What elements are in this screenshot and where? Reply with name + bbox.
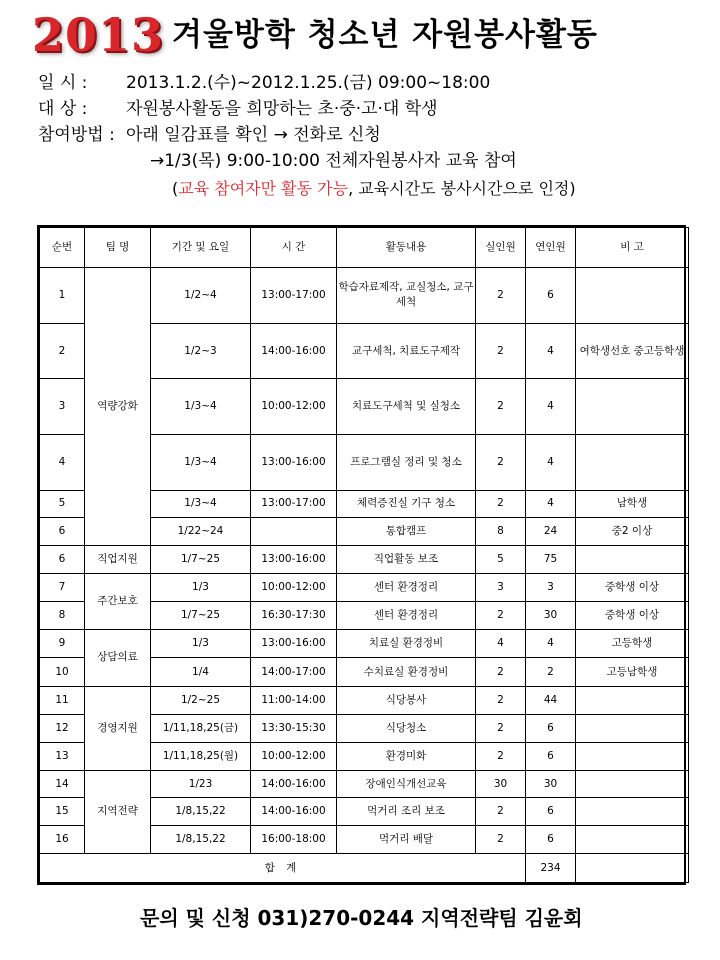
- note-highlight: 교육 참여자만 활동 가능: [178, 179, 349, 198]
- cell-no: 1: [40, 268, 85, 324]
- cell-period: 1/2~25: [151, 687, 251, 715]
- method-line: [38, 122, 381, 148]
- cell-note: [576, 826, 689, 854]
- cell-period: 1/2~3: [151, 323, 251, 379]
- cell-period: 1/8,15,22: [151, 826, 251, 854]
- header-real: 실인원: [476, 228, 526, 268]
- cell-activity: 학습자료제작, 교실청소, 교구세척: [337, 268, 476, 324]
- cell-no: 2: [40, 323, 85, 379]
- cell-real: 2: [476, 798, 526, 826]
- cell-note: 중학생 이상: [576, 573, 689, 601]
- cell-activity: 교구세척, 치료도구제작: [337, 323, 476, 379]
- cell-total: 75: [526, 546, 576, 574]
- cell-real: 2: [476, 826, 526, 854]
- cell-period: 1/11,18,25(금): [151, 715, 251, 743]
- header-total: 연인원: [526, 228, 576, 268]
- cell-real: 2: [476, 379, 526, 435]
- cell-total: 30: [526, 770, 576, 798]
- cell-activity: 치료도구세척 및 실청소: [337, 379, 476, 435]
- table-row: [40, 770, 689, 798]
- cell-no: 10: [40, 658, 85, 687]
- target-value: 자원봉사활동을 희망하는 초·중·고·대 학생: [126, 99, 438, 119]
- title-row: [32, 4, 692, 66]
- cell-note: [576, 268, 689, 324]
- cell-time: 16:00-18:00: [251, 826, 337, 854]
- cell-time: 10:00-12:00: [251, 379, 337, 435]
- total-value: 234: [526, 854, 576, 883]
- cell-no: 11: [40, 687, 85, 715]
- cell-period: 1/3~4: [151, 379, 251, 435]
- cell-activity: 센터 환경정리: [337, 601, 476, 629]
- volunteer-table-frame: [37, 225, 686, 885]
- cell-note: [576, 434, 689, 490]
- cell-total: 6: [526, 826, 576, 854]
- cell-total: 24: [526, 518, 576, 546]
- date-line: [38, 70, 490, 96]
- cell-total: 6: [526, 268, 576, 324]
- target-line: [38, 96, 438, 122]
- cell-note: [576, 379, 689, 435]
- cell-total: 30: [526, 601, 576, 629]
- cell-period: 1/3~4: [151, 490, 251, 518]
- table-row: [40, 573, 689, 601]
- cell-period: 1/23: [151, 770, 251, 798]
- cell-time: 14:00-16:00: [251, 798, 337, 826]
- cell-note: 중2 이상: [576, 518, 689, 546]
- team-cell: 지역전략: [85, 770, 151, 853]
- date-value: 2013.1.2.(수)~2012.1.25.(금) 09:00~18:00: [126, 73, 491, 93]
- cell-activity: 통합캠프: [337, 518, 476, 546]
- cell-real: 2: [476, 490, 526, 518]
- cell-no: 14: [40, 770, 85, 798]
- cell-real: 2: [476, 742, 526, 770]
- cell-real: 4: [476, 629, 526, 658]
- cell-activity: 환경미화: [337, 742, 476, 770]
- cell-note: [576, 742, 689, 770]
- cell-time: 13:00-16:00: [251, 629, 337, 658]
- cell-note: 남학생: [576, 490, 689, 518]
- cell-time: 11:00-14:00: [251, 687, 337, 715]
- header-time: 시 간: [251, 228, 337, 268]
- cell-real: 2: [476, 323, 526, 379]
- method-label: 참여방법 :: [38, 125, 115, 145]
- header-no: 순번: [40, 228, 85, 268]
- cell-total: 44: [526, 687, 576, 715]
- cell-total: 4: [526, 434, 576, 490]
- cell-no: 16: [40, 826, 85, 854]
- cell-period: 1/3~4: [151, 434, 251, 490]
- cell-time: 14:00-16:00: [251, 770, 337, 798]
- cell-activity: 먹거리 조리 보조: [337, 798, 476, 826]
- cell-total: 6: [526, 742, 576, 770]
- cell-real: 8: [476, 518, 526, 546]
- cell-period: 1/3: [151, 573, 251, 601]
- cell-total: 4: [526, 323, 576, 379]
- cell-note: [576, 798, 689, 826]
- cell-total: 4: [526, 490, 576, 518]
- total-label: 합 계: [40, 854, 526, 883]
- note-rest: , 교육시간도 봉사시간으로 인정): [348, 179, 576, 198]
- cell-real: 2: [476, 715, 526, 743]
- cell-total: 4: [526, 379, 576, 435]
- note-line: [172, 176, 576, 202]
- cell-period: 1/8,15,22: [151, 798, 251, 826]
- table-row: [40, 546, 689, 574]
- cell-time: 13:00-16:00: [251, 546, 337, 574]
- cell-period: 1/3: [151, 629, 251, 658]
- cell-real: 2: [476, 658, 526, 687]
- cell-time: 13:30-15:30: [251, 715, 337, 743]
- method-line-2: [150, 148, 517, 174]
- cell-activity: 수치료실 환경정비: [337, 658, 476, 687]
- team-cell: 상담의료: [85, 629, 151, 687]
- header-activity: 활동내용: [337, 228, 476, 268]
- cell-time: 14:00-16:00: [251, 323, 337, 379]
- cell-real: 2: [476, 601, 526, 629]
- cell-activity: 직업활동 보조: [337, 546, 476, 574]
- cell-no: 13: [40, 742, 85, 770]
- cell-activity: 식당봉사: [337, 687, 476, 715]
- team-cell: 역량강화: [85, 268, 151, 546]
- method-value: 아래 일감표를 확인 → 전화로 신청: [126, 125, 381, 145]
- cell-no: 6: [40, 546, 85, 574]
- method-detail: →1/3(목) 9:00-10:00 전체자원봉사자 교육 참여: [150, 151, 517, 171]
- cell-activity: 센터 환경정리: [337, 573, 476, 601]
- total-row: [40, 854, 689, 883]
- cell-activity: 식당청소: [337, 715, 476, 743]
- team-cell: 직업지원: [85, 546, 151, 574]
- cell-no: 5: [40, 490, 85, 518]
- cell-activity: 체력증진실 기구 청소: [337, 490, 476, 518]
- cell-activity: 프로그램실 정리 및 청소: [337, 434, 476, 490]
- table-row: [40, 268, 689, 324]
- table-row: [40, 629, 689, 658]
- cell-period: 1/7~25: [151, 546, 251, 574]
- cell-activity: 장애인식개선교육: [337, 770, 476, 798]
- cell-total: 6: [526, 715, 576, 743]
- cell-time: 13:00-17:00: [251, 490, 337, 518]
- contact-footer: 문의 및 신청 031)270-0244 지역전략팀 김윤회: [140, 906, 583, 930]
- header-team: 팀 명: [85, 228, 151, 268]
- cell-no: 7: [40, 573, 85, 601]
- cell-no: 15: [40, 798, 85, 826]
- cell-time: 13:00-16:00: [251, 434, 337, 490]
- table-row: [40, 687, 689, 715]
- cell-time: 13:00-17:00: [251, 268, 337, 324]
- cell-period: 1/7~25: [151, 601, 251, 629]
- year-logo: 2013: [32, 8, 165, 62]
- cell-total: 6: [526, 798, 576, 826]
- cell-period: 1/2~4: [151, 268, 251, 324]
- cell-note: [576, 715, 689, 743]
- table-header-row: [40, 228, 689, 268]
- cell-time: 10:00-12:00: [251, 742, 337, 770]
- cell-activity: 먹거리 배달: [337, 826, 476, 854]
- cell-time: 10:00-12:00: [251, 573, 337, 601]
- cell-note: 고등남학생: [576, 658, 689, 687]
- cell-real: 30: [476, 770, 526, 798]
- cell-real: 2: [476, 268, 526, 324]
- cell-note: 고등학생: [576, 629, 689, 658]
- cell-total: 3: [526, 573, 576, 601]
- cell-period: 1/4: [151, 658, 251, 687]
- cell-activity: 치료실 환경정비: [337, 629, 476, 658]
- cell-real: 3: [476, 573, 526, 601]
- cell-period: 1/11,18,25(월): [151, 742, 251, 770]
- cell-note: [576, 546, 689, 574]
- cell-total: 2: [526, 658, 576, 687]
- cell-total: 4: [526, 629, 576, 658]
- cell-no: 4: [40, 434, 85, 490]
- note-open: (: [172, 179, 179, 198]
- team-cell: 경영지원: [85, 687, 151, 770]
- cell-real: 2: [476, 687, 526, 715]
- cell-no: 9: [40, 629, 85, 658]
- team-cell: 주간보호: [85, 573, 151, 629]
- cell-real: 2: [476, 434, 526, 490]
- cell-no: 8: [40, 601, 85, 629]
- cell-time: [251, 518, 337, 546]
- cell-no: 3: [40, 379, 85, 435]
- page-title: 겨울방학 청소년 자원봉사활동: [172, 17, 598, 53]
- cell-period: 1/22~24: [151, 518, 251, 546]
- cell-note: 중학생 이상: [576, 601, 689, 629]
- cell-no: 6: [40, 518, 85, 546]
- target-label: 대 상 :: [38, 99, 88, 119]
- cell-note: [576, 687, 689, 715]
- cell-note: [576, 770, 689, 798]
- cell-time: 16:30-17:30: [251, 601, 337, 629]
- header-note: 비 고: [576, 228, 689, 268]
- cell-real: 5: [476, 546, 526, 574]
- volunteer-table: [39, 227, 689, 883]
- date-label: 일 시 :: [38, 73, 88, 93]
- cell-note: 여학생선호 중고등학생: [576, 323, 689, 379]
- cell-no: 12: [40, 715, 85, 743]
- total-note: [576, 854, 689, 883]
- header-period: 기간 및 요일: [151, 228, 251, 268]
- cell-time: 14:00-17:00: [251, 658, 337, 687]
